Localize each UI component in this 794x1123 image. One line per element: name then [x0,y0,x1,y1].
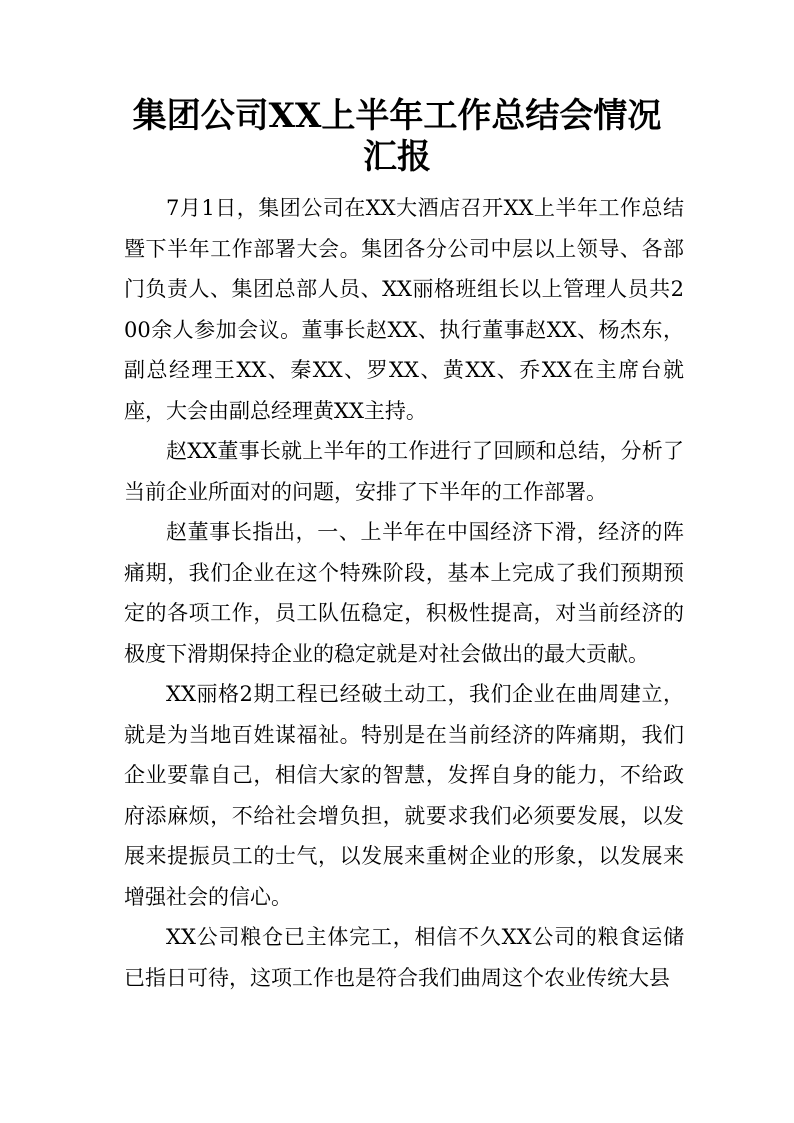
document-body [124,188,684,998]
paragraph-5: XX公司粮仓已主体完工，相信不久XX公司的粮食运储已指日可待，这项工作也是符合我们曲周这个农业传统大县 [124,925,684,990]
paragraph-1: 7月1日，集团公司在XX大酒店召开XX上半年工作总结暨下半年工作部署大会。集团各分公司中层以上领导、各部门负责人、集团总部人员、XX丽格班组长以上管理人员共200余人参加会议。董事长赵XX、执行董事赵XX、杨杰东，副总经理王XX、秦XX、罗XX、黄XX、乔XX在主席台就座，大会由副总经理黄XX主持。 [124,196,684,423]
paragraph-3: 赵董事长指出，一、上半年在中国经济下滑，经济的阵痛期，我们企业在这个特殊阶段，基本上完成了我们预期预定的各项工作，员工队伍稳定，积极性提高，对当前经济的极度下滑期保持企业的稳定就是对社会做出的最大贡献。 [124,520,684,666]
document-title: 集团公司XX上半年工作总结会情况汇报 [132,96,662,177]
paragraph-2: 赵XX董事长就上半年的工作进行了回顾和总结，分析了当前企业所面对的问题，安排了下半年的工作部署。 [124,439,684,504]
paragraph-4: XX丽格2期工程已经破土动工，我们企业在曲周建立，就是为当地百姓谋福祉。特别是在当前经济的阵痛期，我们企业要靠自己，相信大家的智慧，发挥自身的能力，不给政府添麻烦，不给社会增负担，就要求我们必须要发展，以发展来提振员工的士气，以发展来重树企业的形象，以发展来增强社会的信心。 [124,682,684,909]
